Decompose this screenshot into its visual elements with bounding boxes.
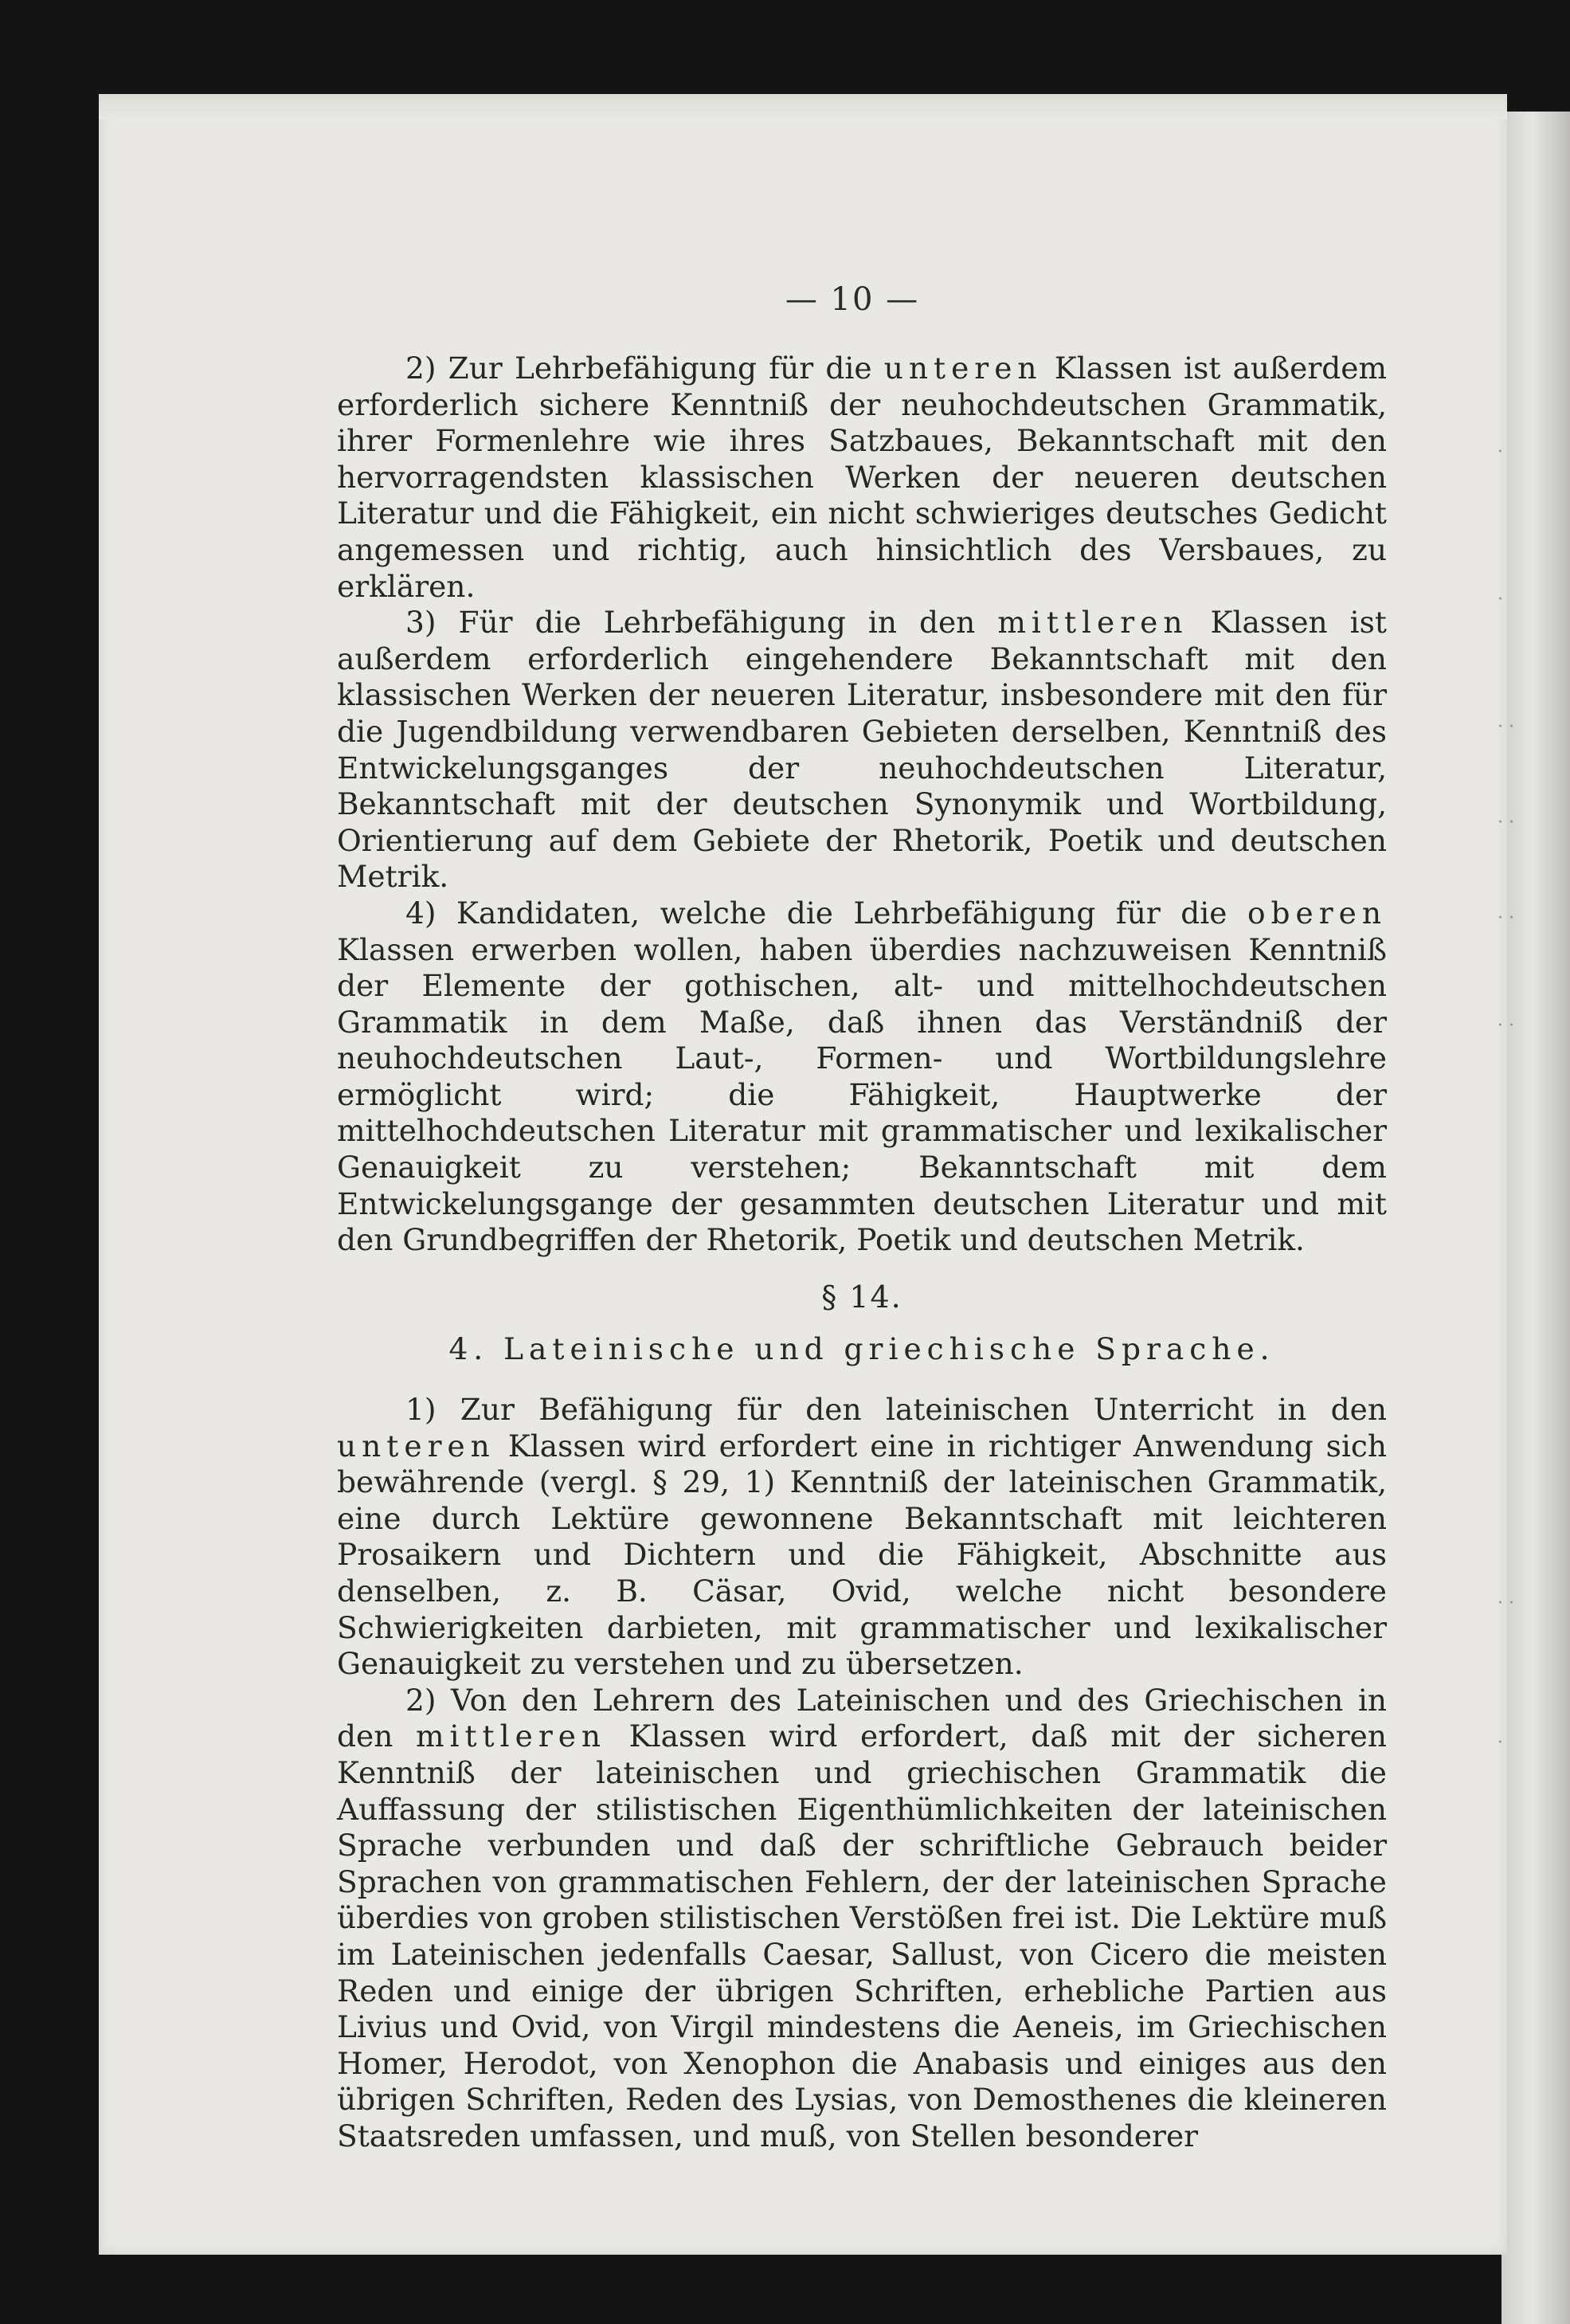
- emphasis-oberen: oberen: [1247, 895, 1387, 931]
- paragraph-14-1: 1) Zur Befähigung für den lateinischen Unterricht in den unteren Klassen wird erfordert eine in richtiger Anwendung sich bewährende (vergl. § 29, 1) Kenntniß der lateinischen Grammatik, eine durch Lektüre gewonnene Bekanntschaft mit leichteren Prosaikern und Dichtern und die Fähigkeit, Abschnitte aus denselben, z. B. Cäsar, Ovid, welche nicht besondere Schwierigkeiten darbieten, mit grammatischer und lexikalischer Genauigkeit zu verstehen und zu übersetzen.: [337, 1392, 1387, 1682]
- margin-speck: · ·: [1498, 1016, 1514, 1036]
- margin-speck: ·: [1498, 590, 1503, 609]
- margin-speck: · ·: [1498, 717, 1514, 737]
- paragraph-14-2: 2) Von den Lehrern des Lateinischen und des Griechischen in den mittleren Klassen wird erfordert, daß mit der sicheren Kenntniß der lateinischen und griechischen Grammatik die Auffassung der stilistischen Eigenthümlichkeiten der lateinischen Sprache verbunden und daß der schriftliche Gebrauch beider Sprachen von grammatischen Fehlern, der der lateinischen Sprache überdies von groben stilistischen Verstößen frei ist. Die Lektüre muß im Lateinischen jedenfalls Caesar, Sallust, von Cicero die meisten Reden und einige der übrigen Schriften, erhebliche Partien aus Livius und Ovid, von Virgil mindestens die Aeneis, im Griechischen Homer, Herodot, von Xenophon die Anabasis und einiges aus den übrigen Schriften, Reden des Lysias, von Demosthenes die kleineren Staatsreden umfassen, und muß, von Stellen besonderer: [337, 1682, 1387, 2154]
- margin-speck: ·: [1498, 1733, 1503, 1753]
- margin-speck: · ·: [1498, 813, 1514, 833]
- emphasis-mittleren: mittleren: [997, 605, 1188, 641]
- adjacent-page-edge: [1501, 112, 1570, 2324]
- page-body: [337, 351, 1387, 2155]
- margin-speck: ·: [1498, 442, 1503, 462]
- paragraph-13-3: 3) Für die Lehrbefähigung in den mittleren Klassen ist außerdem erforderlich eingehendere Bekanntschaft mit den klassischen Werken der neueren Literatur, insbesondere mit den für die Jugendbildung verwendbaren Gebieten derselben, Kenntniß des Entwickelungsganges der neuhochdeutschen Literatur, Bekanntschaft mit der deutschen Synonymik und Wortbildung, Orientierung auf dem Gebiete der Rhetorik, Poetik und deutschen Metrik.: [337, 605, 1387, 895]
- page-top-shadow: [99, 94, 1507, 120]
- page-number: — 10 —: [785, 281, 920, 318]
- paragraph-13-4: 4) Kandidaten, welche die Lehrbefähigung für die oberen Klassen erwerben wollen, haben überdies nachzuweisen Kenntniß der Elemente der gothischen, alt- und mittelhochdeutschen Grammatik in dem Maße, daß ihnen das Verständniß der neuhochdeutschen Laut-, Formen- und Wortbildungslehre ermöglicht wird; die Fähigkeit, Hauptwerke der mittelhochdeutschen Literatur mit grammatischer und lexikalischer Genauigkeit zu verstehen; Bekanntschaft mit dem Entwickelungsgange der gesammten deutschen Literatur und mit den Grundbegriffen der Rhetorik, Poetik und deutschen Metrik.: [337, 895, 1387, 1258]
- emphasis-mittleren: mittleren: [415, 1719, 607, 1754]
- section-heading: § 14.: [821, 1279, 902, 1315]
- margin-speck: · ·: [1498, 1593, 1514, 1613]
- emphasis-unteren: unteren: [883, 351, 1043, 386]
- margin-speck: · ·: [1498, 908, 1514, 928]
- section-title: 4. Lateinische und griechische Sprache.: [448, 1331, 1275, 1367]
- emphasis-unteren: unteren: [337, 1428, 495, 1464]
- paragraph-13-2: 2) Zur Lehrbefähigung für die unteren Klassen ist außerdem erforderlich sichere Kenntniß der neuhochdeutschen Grammatik, ihrer Formenlehre wie ihres Satzbaues, Bekanntschaft mit den hervorragendsten klassischen Werken der neueren deutschen Literatur und die Fähigkeit, ein nicht schwieriges deutsches Gedicht angemessen und richtig, auch hinsichtlich des Versbaues, zu erklären.: [337, 351, 1388, 604]
